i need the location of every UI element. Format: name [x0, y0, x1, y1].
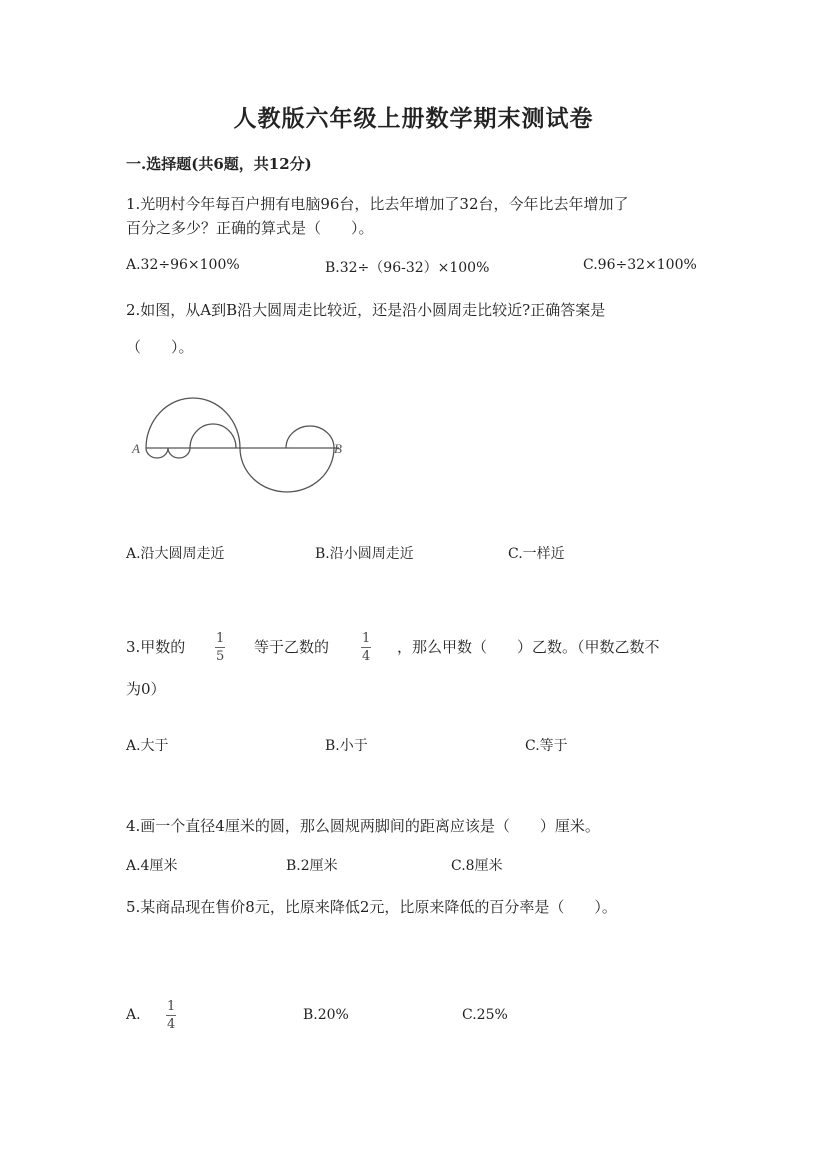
- q3-option-c: C.等于: [525, 738, 568, 754]
- q3-option-a: A.大于: [126, 738, 169, 754]
- q2-option-b: B.沿小圆周走近: [315, 546, 414, 562]
- q4-option-b: B.2厘米: [286, 858, 338, 874]
- question-2-line-1: 2.如图，从A到B沿大圆周走比较近，还是沿小圆周走比较近?正确答案是: [126, 301, 606, 319]
- semicircle-path-figure: [126, 390, 356, 500]
- question-1-line-2: 百分之多少？正确的算式是（ ）。: [126, 219, 374, 237]
- question-1-line-1: 1.光明村今年每百户拥有电脑96台，比去年增加了32台，今年比去年增加了: [126, 195, 629, 213]
- q1-option-a: A.32÷96×100%: [126, 257, 240, 273]
- question-3-line-2: 为0）: [126, 680, 166, 698]
- large-semicircle-top: [146, 398, 240, 448]
- q4-option-a: A.4厘米: [126, 858, 178, 874]
- label-b: B: [334, 441, 342, 456]
- q1-option-b: B.32÷（96-32）×100%: [325, 260, 490, 276]
- question-5-line-1: 5.某商品现在售价8元，比原来降低2元，比原来降低的百分率是（ ）。: [126, 898, 617, 916]
- fraction-denominator: 5: [216, 649, 225, 664]
- small-semicircle-4: [286, 426, 334, 448]
- fraction-one-fourth: [166, 1000, 176, 1031]
- question-4-line-1: 4.画一个直径4厘米的圆，那么圆规两脚间的距离应该是（ ）厘米。: [126, 817, 600, 835]
- q2-option-a: A.沿大圆周走近: [126, 546, 225, 562]
- small-semicircle-3: [190, 424, 236, 448]
- large-semicircle-bottom: [240, 448, 334, 492]
- fraction-denominator: 4: [362, 649, 371, 664]
- fraction-one-fifth: [215, 632, 225, 663]
- q5-option-c: C.25%: [462, 1007, 508, 1023]
- q5-option-a-label: A.: [126, 1007, 141, 1023]
- question-3-suffix: ，那么甲数（ ）乙数。（甲数乙数不: [397, 638, 660, 656]
- question-3-middle: 等于乙数的: [254, 638, 330, 656]
- q3-option-b: B.小于: [325, 738, 368, 754]
- fraction-numerator: 1: [216, 631, 225, 646]
- fraction-numerator: 1: [167, 999, 176, 1014]
- q4-option-c: C.8厘米: [451, 858, 503, 874]
- fraction-one-fourth: [361, 632, 371, 663]
- question-2-line-2: （ ）。: [126, 338, 194, 356]
- page-title: 人教版六年级上册数学期末测试卷: [233, 105, 594, 132]
- question-3-prefix: 3.甲数的: [126, 638, 186, 656]
- fraction-numerator: 1: [362, 631, 371, 646]
- fraction-denominator: 4: [167, 1017, 176, 1032]
- label-a: A: [132, 441, 140, 456]
- section-heading: 一.选择题(共6题，共12分): [126, 155, 312, 173]
- small-semicircle-1: [146, 448, 168, 458]
- q2-option-c: C.一样近: [508, 546, 565, 562]
- small-semicircle-2: [168, 448, 190, 458]
- q1-option-c: C.96÷32×100%: [583, 257, 697, 273]
- q5-option-b: B.20%: [303, 1007, 349, 1023]
